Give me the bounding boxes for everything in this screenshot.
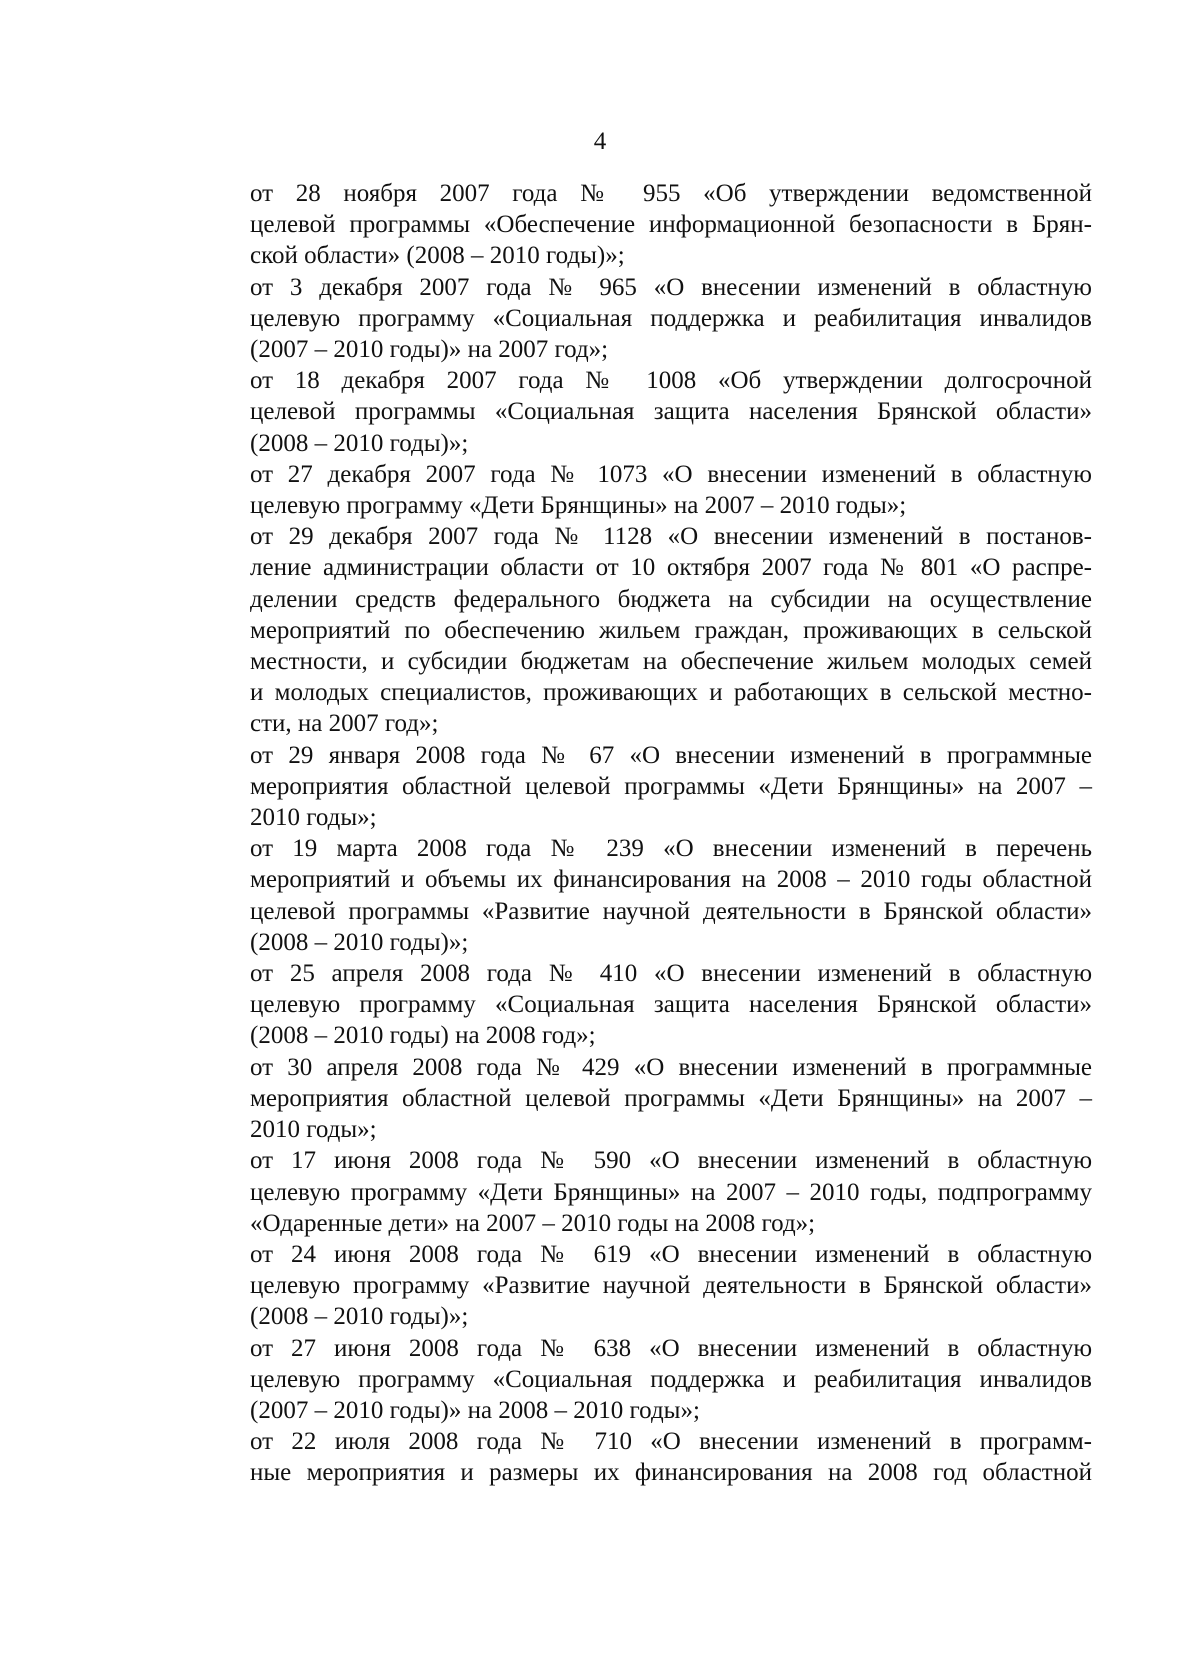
text-line: мероприятия областной целевой программы «Дети Брянщины» на 2007 – [250, 772, 1092, 800]
text-line: мероприятия областной целевой программы «Дети Брянщины» на 2007 – [250, 1084, 1092, 1112]
text-line: (2008 – 2010 годы) на 2008 год»; [250, 1022, 596, 1050]
text-line: 2010 годы»; [250, 1116, 377, 1144]
text-line: целевой программы «Развитие научной деятельности в Брянской области» [250, 897, 1092, 925]
text-line: целевую программу «Социальная поддержка и реабилитация инвалидов [250, 1365, 1092, 1393]
paragraph [184, 833, 1092, 958]
text-line: целевую программу «Развитие научной деятельности в Брянской области» [250, 1272, 1092, 1300]
paragraph [184, 1052, 1092, 1146]
text-line: от 28 ноября 2007 года № 955 «Об утверждении ведомственной [250, 180, 1092, 207]
text-line: от 19 марта 2008 года № 239 «О внесении изменений в перечень [250, 835, 1092, 863]
paragraph [184, 740, 1092, 834]
paragraph [184, 1426, 1092, 1488]
paragraph [184, 459, 1092, 521]
paragraph [184, 1145, 1092, 1239]
text-line: мероприятий по обеспечению жильем граждан, проживающих в сельской [250, 616, 1092, 644]
text-line: (2007 – 2010 годы)» на 2008 – 2010 годы»; [250, 1396, 700, 1424]
text-line: целевую программу «Дети Брянщины» на 2007 – 2010 годы»; [250, 492, 907, 520]
paragraph [184, 365, 1092, 459]
text-line: мероприятий и объемы их финансирования на 2008 – 2010 годы областной [250, 866, 1092, 894]
text-line: от 22 июля 2008 года № 710 «О внесении изменений в программ- [250, 1428, 1092, 1456]
text-line: от 18 декабря 2007 года № 1008 «Об утверждении долгосрочной [250, 367, 1092, 395]
text-line: и молодых специалистов, проживающих и работающих в сельской местно- [250, 679, 1092, 707]
text-line: от 25 апреля 2008 года № 410 «О внесении изменений в областную [250, 960, 1092, 988]
text-line: 2010 годы»; [250, 804, 377, 832]
text-line: целевой программы «Обеспечение информационной безопасности в Брян- [250, 211, 1092, 239]
text-line: от 17 июня 2008 года № 590 «О внесении изменений в областную [250, 1147, 1092, 1175]
text-line: целевой программы «Социальная защита населения Брянской области» [250, 398, 1092, 426]
paragraph [184, 1239, 1092, 1333]
page-number: 4 [593, 128, 607, 155]
text-line: (2008 – 2010 годы)»; [250, 1303, 469, 1331]
text-line: от 24 июня 2008 года № 619 «О внесении изменений в областную [250, 1240, 1092, 1268]
text-line: ление администрации области от 10 октября 2007 года № 801 «О распре- [250, 554, 1092, 582]
text-line: от 30 апреля 2008 года № 429 «О внесении изменений в программные [250, 1053, 1092, 1081]
text-line: местности, и субсидии бюджетам на обеспечение жильем молодых семей [250, 648, 1092, 676]
paragraph [184, 178, 1092, 272]
text-line: целевую программу «Социальная поддержка и реабилитация инвалидов [250, 304, 1092, 332]
paragraph [184, 521, 1092, 739]
text-line: (2007 – 2010 годы)» на 2007 год»; [250, 336, 609, 364]
text-line: делении средств федерального бюджета на субсидии на осуществление [250, 585, 1092, 613]
text-line: от 27 декабря 2007 года № 1073 «О внесении изменений в областную [250, 460, 1092, 488]
text-line: ные мероприятия и размеры их финансирования на 2008 год областной [250, 1459, 1092, 1487]
text-line: целевую программу «Социальная защита населения Брянской области» [250, 991, 1092, 1019]
text-line: от 29 января 2008 года № 67 «О внесении изменений в программные [250, 741, 1092, 769]
paragraph [184, 1333, 1092, 1427]
text-line: ской области» (2008 – 2010 годы)»; [250, 242, 625, 270]
text-line: целевую программу «Дети Брянщины» на 2007 – 2010 годы, подпрограмму [250, 1178, 1092, 1206]
text-line: (2008 – 2010 годы)»; [250, 429, 469, 457]
text-line: от 29 декабря 2007 года № 1128 «О внесении изменений в постанов- [250, 523, 1092, 551]
text-line: сти, на 2007 год»; [250, 710, 439, 738]
text-line: от 3 декабря 2007 года № 965 «О внесении изменений в областную [250, 273, 1092, 301]
text-line: (2008 – 2010 годы)»; [250, 928, 469, 956]
paragraph [184, 958, 1092, 1052]
document-body [184, 178, 1092, 1489]
paragraph [184, 272, 1092, 366]
text-line: от 27 июня 2008 года № 638 «О внесении изменений в областную [250, 1334, 1092, 1362]
text-line: «Одаренные дети» на 2007 – 2010 годы на 2008 год»; [250, 1209, 816, 1237]
